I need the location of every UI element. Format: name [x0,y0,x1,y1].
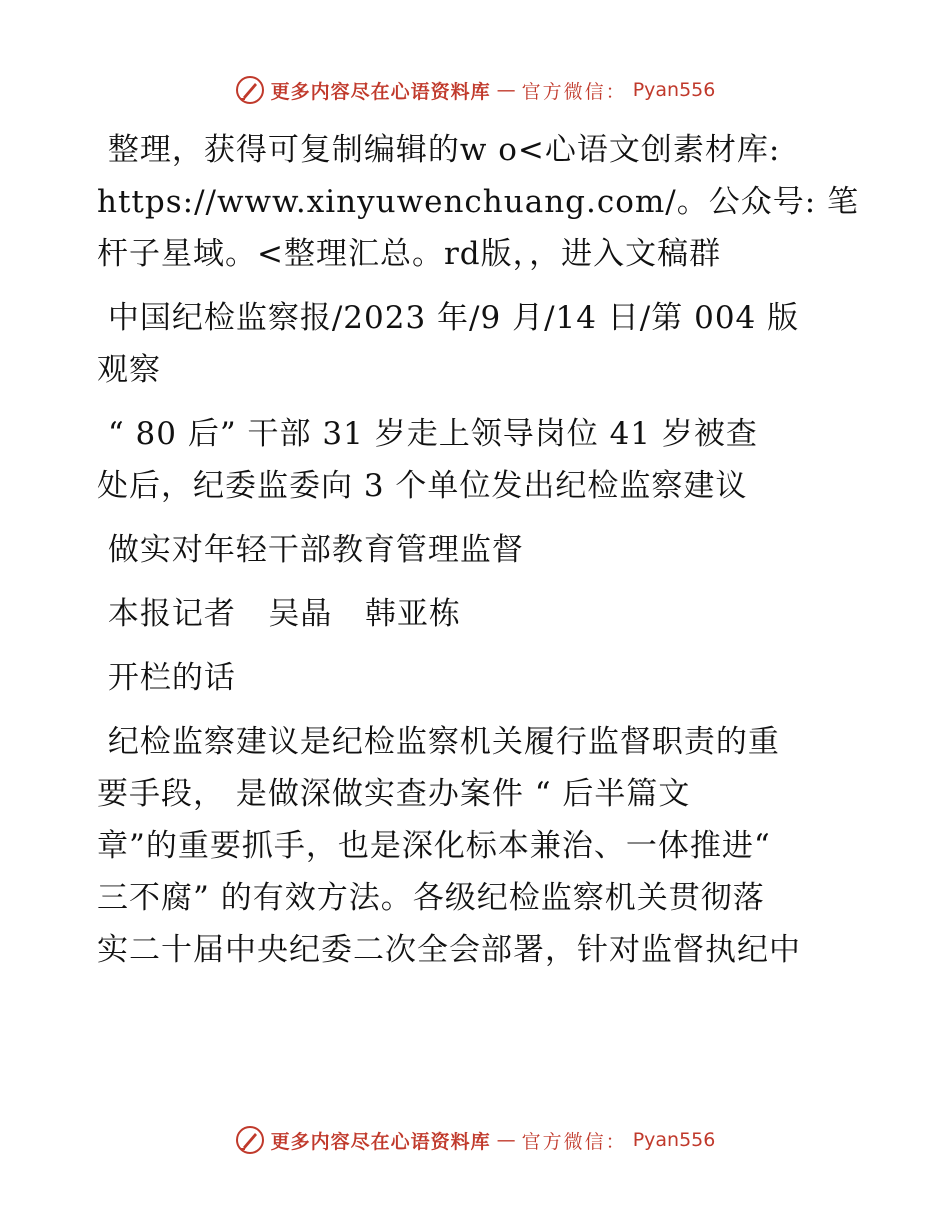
paragraph-line: 实二十届中央纪委二次全会部署，针对监督执纪中 [97,932,801,968]
document-body [97,124,860,976]
banner-wechat-id: Pyan556 [632,79,716,101]
text-line: 整理，获得可复制编辑的w o<心语文创素材库: [97,132,781,168]
paragraph-line: 要手段， 是做深做实查办案件 “ 后半篇文 [97,776,691,812]
headline-line: “ 80 后” 干部 31 岁走上领导岗位 41 岁被查 [97,416,758,452]
quill-logo-icon [235,75,265,105]
paragraph-line: 三不腐” 的有效方法。各级纪检监察机关贯彻落 [97,880,765,916]
source-line: 中国纪检监察报/2023 年/9 月/14 日/第 004 版 [97,300,800,336]
header-banner [0,72,950,108]
banner-wechat-id: Pyan556 [632,1129,716,1151]
subheadline: 做实对年轻干部教育管理监督 [97,532,524,568]
text-line: 杆子星域。<整理汇总。rd版，，进入文稿群 [97,236,722,272]
text-line: https://www.xinyuwenchuang.com/。公众号: 笔 [97,184,860,220]
paragraph-line: 纪检监察建议是纪检监察机关履行监督职责的重 [97,724,780,760]
paragraph-line: 章”的重要抓手，也是深化标本兼治、一体推进“ [97,828,771,864]
byline: 本报记者 吴晶 韩亚栋 [97,596,461,632]
section-label: 观察 [97,352,161,388]
banner-text: 更多内容尽在心语资料库 [270,80,491,103]
banner-text: 更多内容尽在心语资料库 [270,1130,491,1153]
headline-line: 处后，纪委监委向 3 个单位发出纪检监察建议 [97,468,748,504]
banner-dash: — [496,79,516,101]
banner-wechat-label: 官方微信： [521,1130,627,1153]
banner-wechat-label: 官方微信： [521,80,627,103]
footer-banner [0,1122,950,1158]
column-intro-title: 开栏的话 [97,660,236,696]
quill-logo-icon [235,1125,265,1155]
banner-dash: — [496,1129,516,1151]
